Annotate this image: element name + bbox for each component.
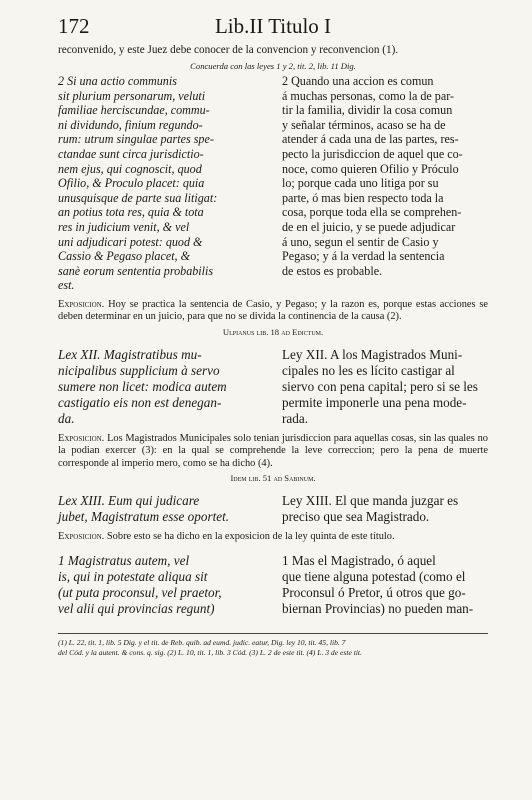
- spanish-line: parte, ó mas bien respecto toda la: [282, 190, 444, 205]
- source-citation: Idem lib. 51 ad Sabinum.: [230, 472, 316, 483]
- exposition-label: Exposicion.: [58, 530, 105, 542]
- latin-line: is, qui in potestate aliqua sit: [58, 569, 208, 585]
- latin-line: (ut puta proconsul, vel praetor,: [58, 585, 222, 601]
- spanish-line: de estos es probable.: [282, 263, 383, 278]
- spanish-column: [282, 553, 488, 617]
- latin-line: res in judicium venit, & vel: [58, 219, 190, 234]
- exposition-label: Exposicion.: [58, 432, 105, 444]
- latin-line: vel alii qui provincias regunt): [58, 601, 215, 617]
- spanish-line: pecto la jurisdiccion de aquel que co-: [282, 146, 463, 161]
- latin-line: Cassio & Pegaso placet, &: [58, 249, 191, 264]
- spanish-column: [282, 493, 488, 525]
- latin-line: an potius tota res, quia & tota: [58, 205, 204, 220]
- spanish-line: biernan Provincias) no pueden man-: [282, 601, 474, 617]
- spanish-line: preciso que sea Magistrado.: [282, 508, 430, 524]
- latin-line: castigatio eis non est denegan-: [58, 394, 222, 410]
- spanish-line: de en el juicio, y se puede adjudicar: [282, 219, 456, 234]
- spanish-line: permite imponerle una pena mode-: [282, 394, 467, 410]
- spanish-line: lo; porque cada uno litiga por su: [282, 176, 439, 191]
- book-page: [58, 14, 488, 658]
- latin-line: Lex XIII. Eum qui judicare: [58, 492, 200, 508]
- spanish-line: noce, como quieren Ofilio y Próculo: [282, 161, 459, 176]
- latin-line: familiae herciscundae, commu-: [58, 103, 210, 118]
- spanish-line: y señalar términos, acaso se ha de: [282, 117, 446, 132]
- concordance-note: Concuerda con las leyes 1 y 2, tit. 2, lib. 11 Dig.: [190, 61, 356, 71]
- latin-column: [58, 74, 264, 293]
- latin-column: [58, 347, 264, 427]
- latin-line: 2 Si una actio communis: [58, 74, 177, 88]
- exposition-text: Los Magistrados Municipales solo tenian jurisdiccion para aquellas cosas, sin las quales no la podian exercer (3): en la qual se comprehende la leve correccion; pero la pena de muerte corresponde al imperio mero, como se ha dicho (4).: [58, 432, 488, 469]
- latin-line: sit plurium personarum, veluti: [58, 88, 206, 103]
- section-2-columns: [58, 74, 488, 293]
- spanish-line: atender á cada una de las partes, res-: [282, 132, 459, 147]
- spanish-line: tir la familia, dividir la cosa comun: [282, 103, 453, 118]
- exposition-paragraph: [58, 433, 488, 470]
- latin-line: nicipalibus supplicium à servo: [58, 362, 220, 378]
- latin-line: sanè eorum sententia probabilis: [58, 263, 214, 278]
- spanish-line: cipales no les es lícito castigar al: [282, 362, 455, 378]
- spanish-line: 1 Mas el Magistrado, ó aquel: [282, 553, 436, 569]
- footnote-line: (1) L. 22, tit. 1, lib. 5 Dig. y el tit. de Reb. quib. ad eumd. judic. eatur, Dig. ley 10, tit. 45, lib. 7: [58, 638, 346, 648]
- latin-line: 1 Magistratus autem, vel: [58, 553, 190, 569]
- latin-line: sumere non licet: modica autem: [58, 378, 227, 394]
- exposition-paragraph: [58, 299, 488, 324]
- exposition-label: Exposicion.: [58, 298, 105, 310]
- latin-line: ctandae sunt circa jurisdictio-: [58, 146, 204, 161]
- exposition-text: Sobre esto se ha dicho en la exposicion de la ley quinta de este título.: [106, 530, 395, 542]
- spanish-line: Ley XII. A los Magistrados Muni-: [282, 346, 463, 362]
- spanish-line: á uno, segun el sentir de Casio y: [282, 234, 439, 249]
- latin-column: [58, 493, 264, 525]
- footnote-divider: [58, 633, 488, 634]
- latin-line: da.: [58, 410, 75, 426]
- spanish-line: siervo con pena capital; pero si se les: [282, 378, 478, 394]
- spanish-line: á muchas personas, como la de par-: [282, 88, 455, 103]
- latin-line: unusquisque de parte sua litigat:: [58, 190, 218, 205]
- spanish-line: Proconsul ó Pretor, ú otros que go-: [282, 585, 466, 601]
- latin-line: uni adjudicari potest: quod &: [58, 234, 203, 249]
- spanish-line: Pegaso; y á la verdad la sentencia: [282, 249, 445, 264]
- intro-line: reconvenido, y este Juez debe conocer de la convencion y reconvencion (1).: [58, 44, 399, 56]
- exposition-paragraph: [58, 531, 488, 543]
- latin-line: nem ejus, qui cognoscit, quod: [58, 161, 202, 176]
- section-1-columns: [58, 553, 488, 617]
- latin-line: jubet, Magistratum esse oportet.: [58, 508, 230, 524]
- spanish-line: rada.: [282, 410, 308, 426]
- footnote-line: del Cód. y la autent. & cons. q. sig. (2) L. 10, tit. 1, lib. 3 Cód. (3) L. 2 de este tit. (4) L. 3 de este tit.: [58, 648, 362, 658]
- latin-line: Lex XII. Magistratibus mu-: [58, 346, 202, 362]
- source-citation: Ulpianus lib. 18 ad Edictum.: [222, 326, 324, 337]
- lex-13-columns: [58, 493, 488, 525]
- lex-12-columns: [58, 347, 488, 427]
- spanish-line: que tiene alguna potestad (como el: [282, 569, 466, 585]
- running-head: Lib.II Titulo I: [214, 14, 332, 38]
- page-header: [58, 14, 488, 44]
- latin-column: [58, 553, 264, 617]
- latin-line: est.: [58, 278, 75, 293]
- latin-line: Ofilio, & Proculo placet: quia: [58, 176, 205, 191]
- spanish-line: Ley XIII. El que manda juzgar es: [282, 492, 459, 508]
- latin-line: rum: utrum singulae partes spe-: [58, 132, 214, 147]
- spanish-line: 2 Quando una accion es comun: [282, 74, 434, 88]
- latin-line: ni dividundo, finium regundo-: [58, 117, 203, 132]
- spanish-column: [282, 74, 488, 293]
- exposition-text: Hoy se practica la sentencia de Casio, y Pegaso; y la razon es, porque estas acciones se deben determinar en un juicio, para que no se divida la continencia de la causa (2).: [58, 298, 489, 323]
- spanish-column: [282, 347, 488, 427]
- spanish-line: cosa, porque toda ella se comprehen-: [282, 205, 462, 220]
- page-number: 172: [58, 14, 90, 38]
